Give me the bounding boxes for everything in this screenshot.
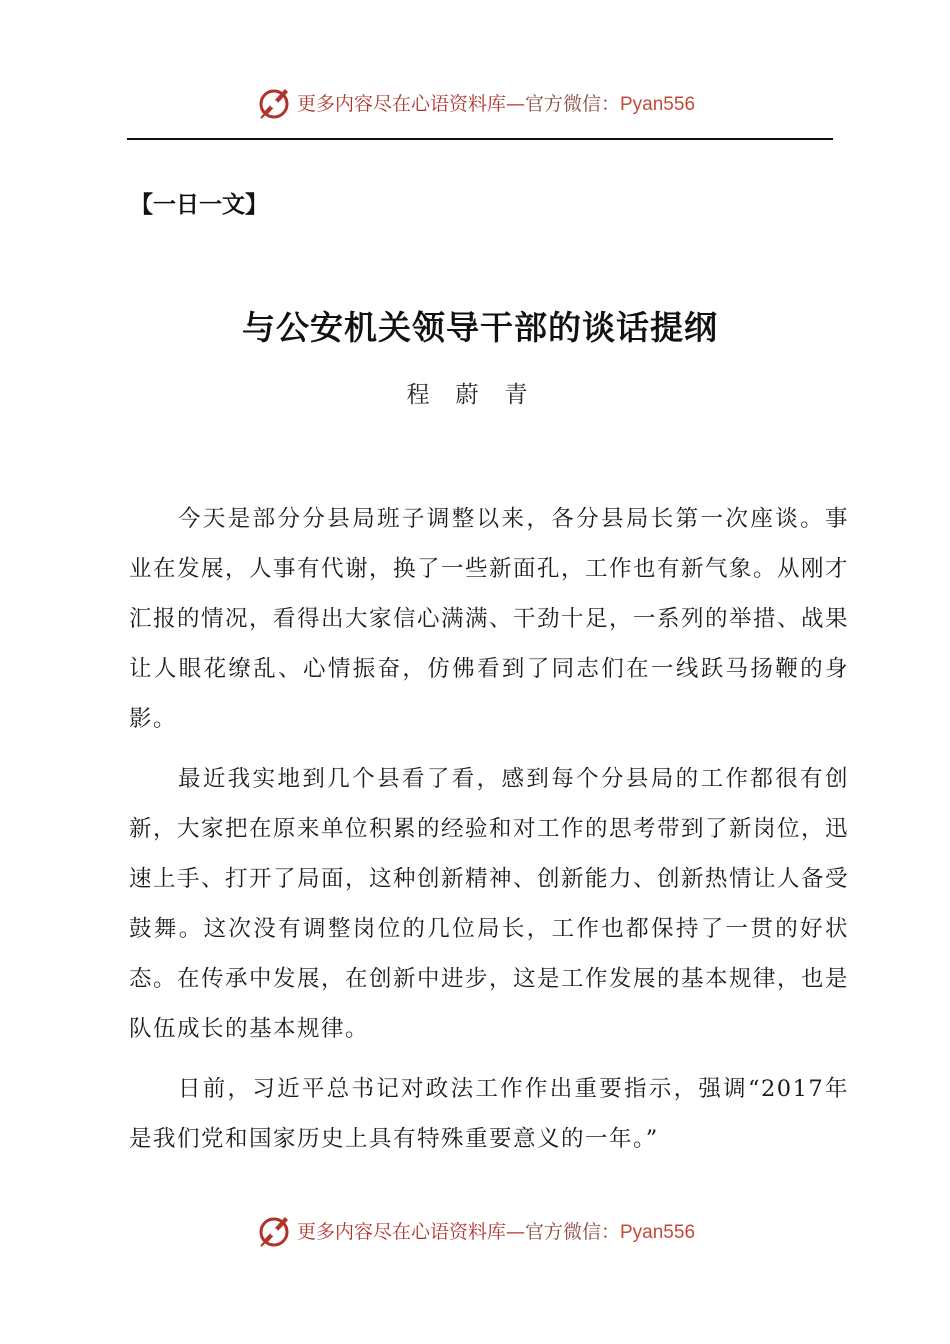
header-banner (0, 80, 950, 124)
header-divider (127, 138, 833, 140)
footer-brand: 更多内容尽在心语资料库 (296, 1220, 506, 1243)
author-name: 程蔚青 (406, 382, 554, 408)
paragraph-1: 今天是部分分县局班子调整以来，各分县局长第一次座谈。事业在发展，人事有代谢，换了一些新面孔，工作也有新气象。从刚才汇报的情况，看得出大家信心满满、干劲十足，一系列的举措、战果让人眼花缭乱、心情振奋，仿佛看到了同志们在一线跃马扬鞭的身影。 (129, 506, 850, 732)
header-wechat-handle: Pyan556 (620, 93, 696, 115)
footer-dash: — (505, 1220, 525, 1243)
header-official-label: 官方微信： (524, 92, 620, 115)
paragraph-2: 最近我实地到几个县看了看，感到每个分县局的工作都很有创新，大家把在原来单位积累的经验和对工作的思考带到了新岗位，迅速上手、打开了局面，这种创新精神、创新能力、创新热情让人备受鼓舞。这次没有调整岗位的几位局长，工作也都保持了一贯的好状态。在传承中发展，在创新中进步，这是工作发展的基本规律，也是队伍成长的基本规律。 (129, 766, 850, 1042)
column-tag: 【一日一文】 (130, 192, 268, 218)
paragraph-3: 日前，习近平总书记对政法工作作出重要指示，强调“2017年是我们党和国家历史上具有特殊重要意义的一年。” (129, 1076, 849, 1152)
footer-wechat-handle: Pyan556 (620, 1221, 696, 1243)
footer-official-label: 官方微信： (524, 1220, 620, 1243)
header-banner-text (297, 89, 695, 116)
header-brand: 更多内容尽在心语资料库 (296, 92, 506, 115)
quill-pen-logo-icon (255, 1211, 293, 1249)
article-body (129, 494, 849, 1174)
footer-banner (0, 1208, 950, 1252)
quill-pen-logo-icon (255, 83, 293, 121)
footer-banner-text (297, 1217, 695, 1244)
header-dash: — (505, 92, 525, 115)
page-title: 与公安机关领导干部的谈话提纲 (242, 308, 718, 347)
